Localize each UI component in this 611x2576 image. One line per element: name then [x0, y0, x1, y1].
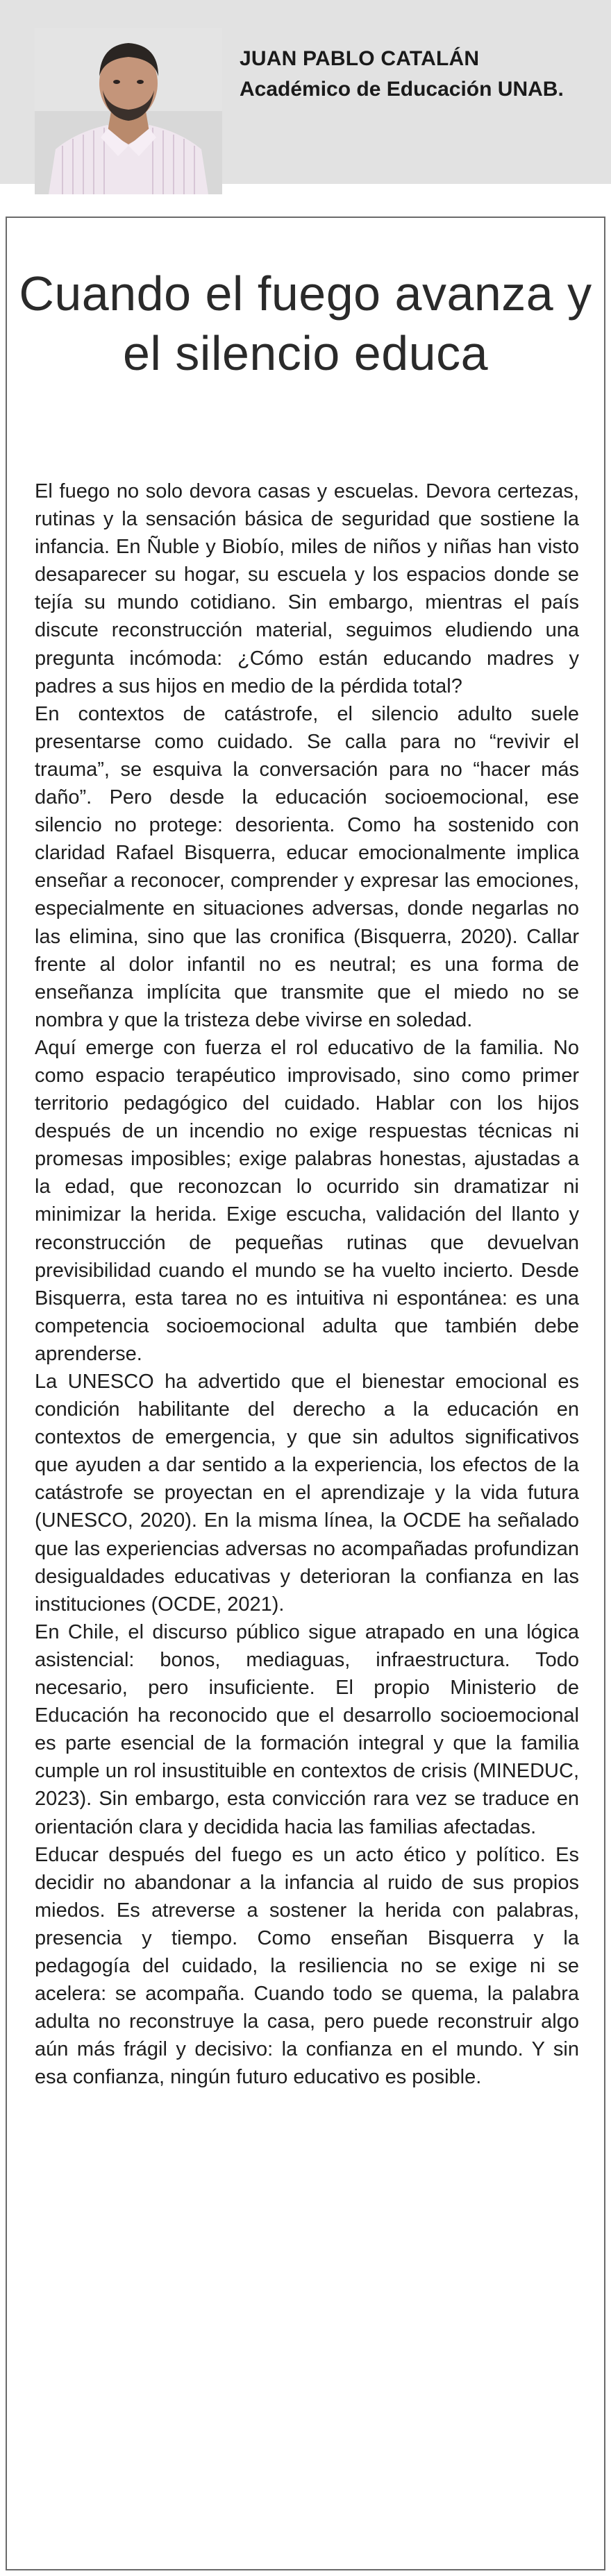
author-name: JUAN PABLO CATALÁN: [240, 47, 480, 70]
paragraph: Aquí emerge con fuerza el rol educativo de la familia. No como espacio terapéutico improvisado, sino como primer territorio pedagógico del cuidado. Hablar con los hijos después de un incendio no exige respuestas técnicas ni promesas imposibles; exige palabras honestas, ajustadas a la edad, que reconozcan lo ocurrido sin dramatizar ni minimizar la herida. Exige escucha, validación del llanto y reconstrucción de pequeñas rutinas que devuelvan previsibilidad cuando el mundo se ha vuelto incierto. Desde Bisquerra, esta tarea no es intuitiva ni espontánea: es una competencia socioemocional adulta que también debe aprenderse.: [35, 1036, 579, 1365]
paragraph: El fuego no solo devora casas y escuelas. Devora certezas, rutinas y la sensación básica de seguridad que sostiene la infancia. En Ñuble y Biobío, miles de niños y niñas han visto desaparecer su hogar, su escuela y los espacios donde se tejía su mundo cotidiano. Sin embargo, mientras el país discute reconstrucción material, seguimos eludiendo una pregunta incómoda: ¿Cómo están educando madres y padres a sus hijos en medio de la pérdida total?: [35, 480, 579, 697]
paragraph: En contextos de catástrofe, el silencio adulto suele presentarse como cuidado. Se calla para no “revivir el trauma”, se esquiva la conversación para no “hacer más daño”. Pero desde la educación socioemocional, ese silencio no protege: desorienta. Como ha sostenido con claridad Rafael Bisquerra, educar emocionalmente implica enseñar a reconocer, comprender y expresar las emociones, especialmente en situaciones adversas, donde negarlas no las elimina, sino que las cronifica (Bisquerra, 2020). Callar frente al dolor infantil no es neutral; es una forma de enseñanza implícita que transmite que el miedo no se nombra y que la tristeza debe vivirse en soledad.: [35, 702, 579, 1031]
article-title: Cuando el fuego avanza y el silencio educa: [19, 266, 592, 380]
author-role: Académico de Educación UNAB.: [240, 78, 564, 101]
frame-bottom-border: [6, 2569, 605, 2570]
paragraph: En Chile, el discurso público sigue atrapado en una lógica asistencial: bonos, mediaguas, infraestructura. Todo necesario, pero insuficiente. El propio Ministerio de Educación ha reconocido que el desarrollo socioemocional es parte esencial de la formación integral y que la familia cumple un rol insustituible en contextos de crisis (MINEDUC, 2023). Sin embargo, esta convicción rara vez se traduce en orientación clara y decidida hacia las familias afectadas.: [35, 1620, 579, 1838]
paragraph: Educar después del fuego es un acto ético y político. Es decidir no abandonar a la infancia al ruido de sus propios miedos. Es atreverse a sostener la herida con palabras, presencia y tiempo. Como enseñan Bisquerra y la pedagogía del cuidado, la resiliencia no se exige ni se acelera: se acompaña. Cuando todo se quema, la palabra adulta no reconstruye la casa, pero puede reconstruir algo aún más frágil y decisivo: la confianza en el mundo. Y sin esa confianza, ningún futuro educativo es posible.: [35, 1843, 579, 2089]
frame-top-border: [6, 217, 605, 218]
frame-right-border: [604, 217, 605, 2569]
frame-left-border: [6, 217, 7, 2569]
article-body: [35, 477, 579, 2091]
author-photo: [35, 28, 222, 194]
paragraph: La UNESCO ha advertido que el bienestar emocional es condición habilitante del derecho a la educación en contextos de emergencia, y que sin adultos significativos que ayuden a dar sentido a la experiencia, los efectos de la catástrofe se proyectan en el aprendizaje y la vida futura (UNESCO, 2020). En la misma línea, la OCDE ha señalado que las experiencias adversas no acompañadas profundizan desigualdades educativas y deterioran la confianza en las instituciones (OCDE, 2021).: [35, 1371, 579, 1616]
